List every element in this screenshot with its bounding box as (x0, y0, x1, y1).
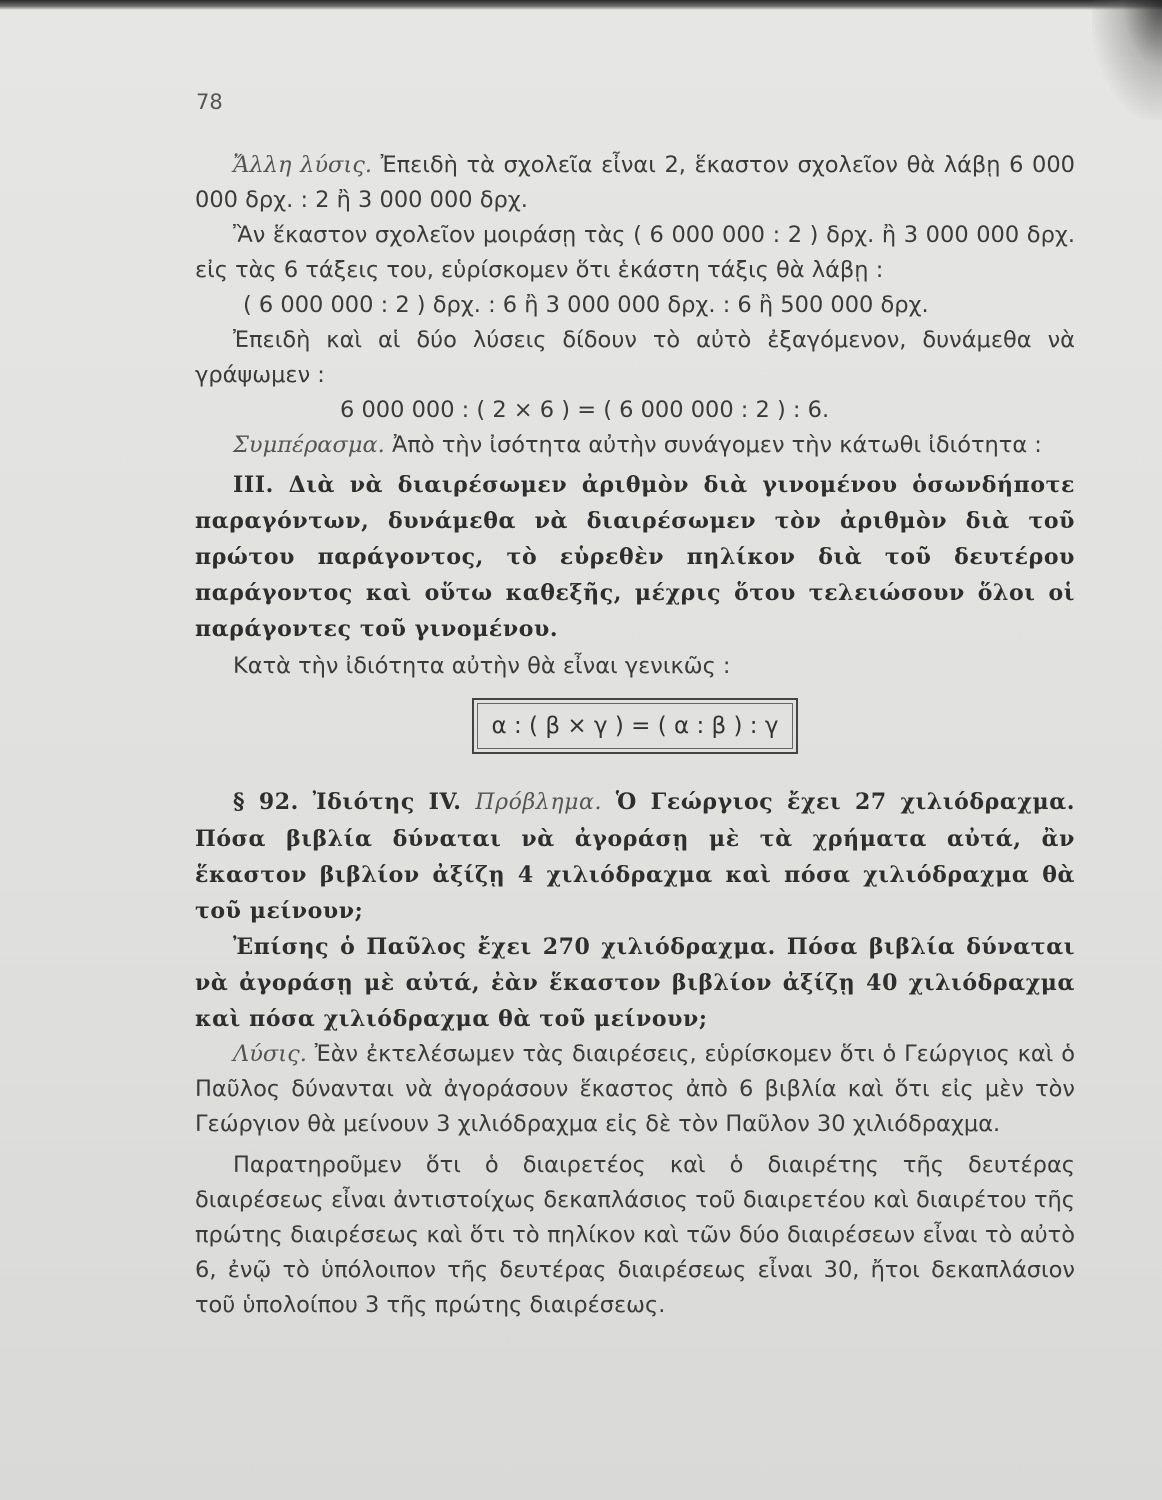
page-number: 78 (196, 90, 223, 114)
formula: α : ( β × γ ) = ( α : β ) : γ (477, 703, 794, 749)
section-spacer (195, 754, 1075, 784)
calculation-line: ( 6 000 000 : 2 ) δρχ. : 6 ἢ 3 000 000 δρχ. : 6 ἢ 500 000 δρχ. (243, 292, 929, 318)
conclusion-label: Συμπέρασμα. (233, 432, 385, 458)
scan-corner-shadow (1092, 0, 1162, 120)
section-92-problem (195, 784, 1075, 929)
paragraph-observation: Παρατηροῦμεν ὅτι ὁ διαιρετέος καὶ ὁ διαιρέτης τῆς δευτέρας διαιρέσεως εἶναι ἀντιστοίχως δεκαπλάσιος τοῦ διαιρετέου καὶ διαιρέτου τῆς πρώτης διαιρέσεως καὶ ὅτι τὸ πηλίκον καὶ τῶν δύο διαιρέσεων εἶναι τὸ αὐτὸ 6, ἐνῷ τὸ ὑπόλοιπον τῆς δευτέρας διαιρέσεως εἶναι 30, ἤτοι δεκαπλάσιον τοῦ ὑπολοίπου 3 τῆς πρώτης διαιρέσεως. (195, 1152, 1075, 1318)
paragraph-alternative-solution (195, 148, 1075, 218)
formula-box (472, 698, 799, 754)
property-three-statement: III. Διὰ νὰ διαιρέσωμεν ἀριθμὸν διὰ γινομένου ὁσωνδήποτε παραγόντων, δυνάμεθα νὰ διαιρέσωμεν τὸν ἀριθμὸν διὰ τοῦ πρώτου παράγοντος, τὸ εὑρεθὲν πηλίκον διὰ τοῦ δευτέρου παράγοντος καὶ οὕτω καθεξῆς, μέχρις ὅτου τελειώσουν ὅλοι οἱ παράγοντες τοῦ γινομένου. (195, 472, 1075, 642)
problem-label: Πρόβλημα. (475, 790, 603, 815)
paragraph-paul-problem: Ἐπίσης ὁ Παῦλος ἔχει 270 χιλιόδραχμα. Πόσα βιβλία δύναται νὰ ἀγοράσῃ μὲ αὐτά, ἐὰν ἕκαστον βιβλίον ἀξίζῃ 40 χιλιόδραχμα καὶ πόσα χιλιόδραχμα θὰ τοῦ μείνουν; (195, 934, 1075, 1032)
scan-top-edge (0, 0, 1162, 10)
solution-label: Λύσις. (233, 1041, 307, 1067)
paragraph-school-distribution: Ἂν ἕκαστον σχολεῖον μοιράσῃ τὰς ( 6 000 000 : 2 ) δρχ. ἢ 3 000 000 δρχ. εἰς τὰς 6 τάξεις του, εὑρίσκομεν ὅτι ἑκάστη τάξις θὰ λάβῃ : (195, 222, 1075, 283)
paragraph-conclusion (195, 428, 1075, 463)
alternative-solution-label: Ἄλλη λύσις. (233, 152, 372, 178)
solution-text: Ἐὰν ἐκτελέσωμεν τὰς διαιρέσεις, εὑρίσκομεν ὅτι ὁ Γεώργιος καὶ ὁ Παῦλος δύνανται νὰ ἀγοράσουν ἕκαστος ἀπὸ 6 βιβλία καὶ ὅτι εἰς μὲν τὸν Γεώργιον θὰ μείνουν 3 χιλιόδραχμα εἰς δὲ τὸν Παῦλον 30 χιλιόδραχμα. (195, 1041, 1075, 1137)
paragraph-general-form: Κατὰ τὴν ἰδιότητα αὐτὴν θὰ εἶναι γενικῶς : (233, 653, 731, 679)
page-content (195, 148, 1075, 1323)
alternative-solution-text: Ἐπειδὴ τὰ σχολεῖα εἶναι 2, ἕκαστον σχολεῖον θὰ λάβῃ 6 000 000 δρχ. : 2 ἢ 3 000 000 δρχ. (195, 152, 1075, 213)
paragraph-solution (195, 1037, 1075, 1142)
formula-box-wrapper (195, 698, 1075, 754)
problem-text: Ὁ Γεώργιος ἔχει 27 χιλιόδραχμα. Πόσα βιβλία δύναται νὰ ἀγοράσῃ μὲ τὰ χρήματα αὐτά, ἂν ἕκαστον βιβλίον ἀξίζῃ 4 χιλιόδραχμα καὶ πόσα χιλιόδραχμα θὰ τοῦ μείνουν; (195, 789, 1075, 924)
section-number: § 92. Ἰδιότης IV. (233, 789, 462, 815)
conclusion-text: Ἀπὸ τὴν ἰσότητα αὐτὴν συνάγομεν τὴν κάτωθι ἰδιότητα : (384, 432, 1042, 458)
equation-line: 6 000 000 : ( 2 × 6 ) = ( 6 000 000 : 2 ) : 6. (340, 397, 830, 423)
paragraph-same-result: Ἐπειδὴ καὶ αἱ δύο λύσεις δίδουν τὸ αὐτὸ ἐξαγόμενον, δυνάμεθα νὰ γράψωμεν : (195, 327, 1075, 388)
